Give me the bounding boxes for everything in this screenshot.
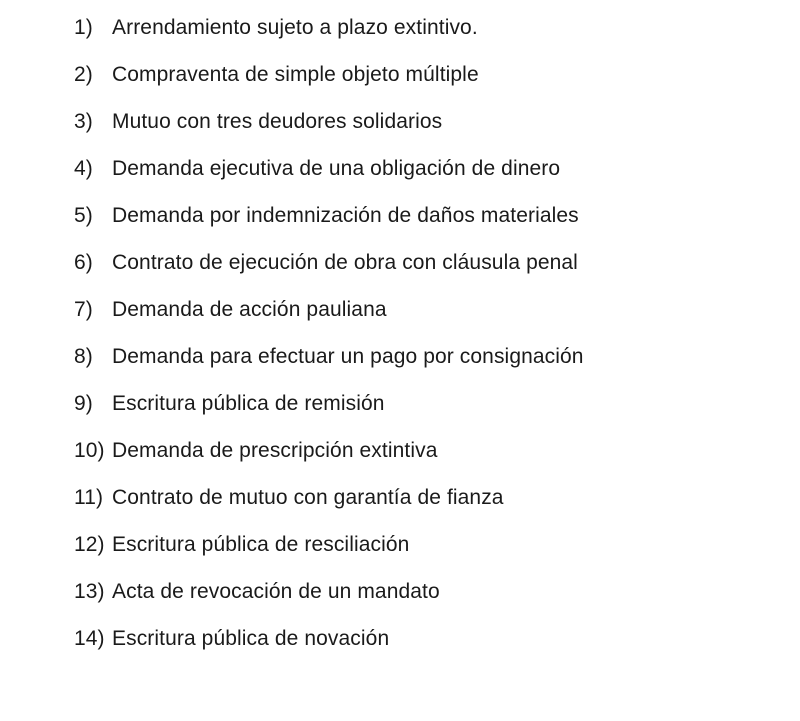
item-number: 5) xyxy=(74,203,93,227)
item-number: 6) xyxy=(74,250,93,274)
list-item xyxy=(74,333,584,380)
list-item xyxy=(74,4,584,51)
list-item xyxy=(74,145,584,192)
item-text: Mutuo con tres deudores solidarios xyxy=(112,109,443,133)
list-item xyxy=(74,615,584,662)
item-number: 13) xyxy=(74,579,105,603)
list-item xyxy=(74,568,584,615)
item-number: 10) xyxy=(74,438,105,462)
item-text: Escritura pública de novación xyxy=(112,626,390,650)
item-number: 2) xyxy=(74,62,93,86)
item-number: 1) xyxy=(74,15,93,39)
list-item xyxy=(74,474,584,521)
list-item xyxy=(74,286,584,333)
item-number: 12) xyxy=(74,532,105,556)
item-text: Escritura pública de resciliación xyxy=(112,532,410,556)
list-item xyxy=(74,192,584,239)
item-text: Demanda ejecutiva de una obligación de dinero xyxy=(112,156,561,180)
item-text: Arrendamiento sujeto a plazo extintivo. xyxy=(112,15,478,39)
item-number: 7) xyxy=(74,297,93,321)
list-item xyxy=(74,239,584,286)
item-text: Demanda por indemnización de daños materiales xyxy=(112,203,579,227)
item-text: Demanda de prescripción extintiva xyxy=(112,438,438,462)
item-text: Compraventa de simple objeto múltiple xyxy=(112,62,479,86)
item-number: 11) xyxy=(74,485,104,509)
item-text: Escritura pública de remisión xyxy=(112,391,385,415)
item-text: Demanda para efectuar un pago por consignación xyxy=(112,344,584,368)
item-number: 3) xyxy=(74,109,93,133)
list-item xyxy=(74,98,584,145)
item-number: 14) xyxy=(74,626,105,650)
item-number: 4) xyxy=(74,156,93,180)
item-number: 8) xyxy=(74,344,93,368)
item-text: Acta de revocación de un mandato xyxy=(112,579,440,603)
item-text: Contrato de ejecución de obra con cláusula penal xyxy=(112,250,578,274)
item-number: 9) xyxy=(74,391,93,415)
item-text: Contrato de mutuo con garantía de fianza xyxy=(112,485,504,509)
list-item xyxy=(74,380,584,427)
numbered-list xyxy=(74,4,584,662)
list-item xyxy=(74,51,584,98)
item-text: Demanda de acción pauliana xyxy=(112,297,387,321)
list-item xyxy=(74,521,584,568)
list-item xyxy=(74,427,584,474)
